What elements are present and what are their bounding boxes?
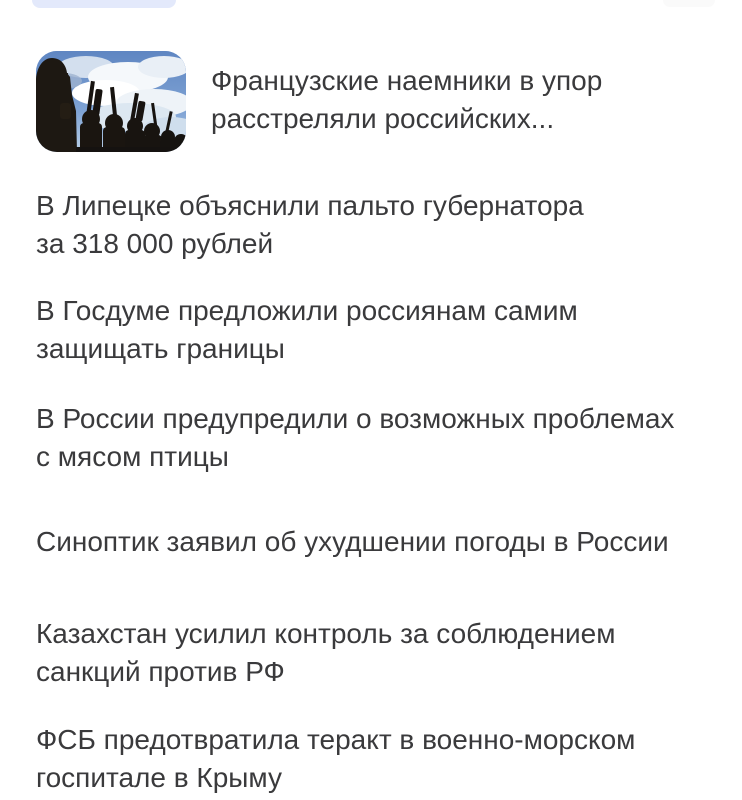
lead-news-item[interactable] [36,51,712,152]
lead-title-line: Французские наемники в упор [211,65,603,96]
news-item-title-line: ФСБ предотвратила теракт в военно-морском [36,724,636,755]
cutoff-element-top-right [663,0,715,7]
soldiers-photo-icon [36,51,186,152]
news-item-title-line: защищать границы [36,333,285,364]
news-item-title-line: Казахстан усилил контроль за соблюдением [36,618,616,649]
cutoff-button-top-left[interactable] [32,0,176,8]
news-item-title-line: В Липецке объяснили пальто губернатора [36,190,584,221]
news-item-title-line: Синоптик заявил об ухудшении погоды в России [36,526,669,557]
news-item-title-line: санкций против РФ [36,656,285,687]
news-item-title-line: В России предупредили о возможных проблемах [36,403,675,434]
news-item[interactable] [36,721,712,797]
news-item-title-line: В Госдуме предложили россиянам самим [36,295,578,326]
news-item-title-line: за 318 000 рублей [36,228,274,259]
news-item-title-line: с мясом птицы [36,441,229,472]
lead-news-title [211,51,602,138]
news-item[interactable] [36,400,712,476]
news-item-title-line: госпитале в Крыму [36,762,282,793]
news-item[interactable] [36,187,712,263]
news-item[interactable] [36,292,712,368]
news-thumbnail [36,51,186,152]
lead-title-line: расстреляли российских... [211,103,555,134]
news-item[interactable] [36,523,712,561]
news-item[interactable] [36,615,712,691]
